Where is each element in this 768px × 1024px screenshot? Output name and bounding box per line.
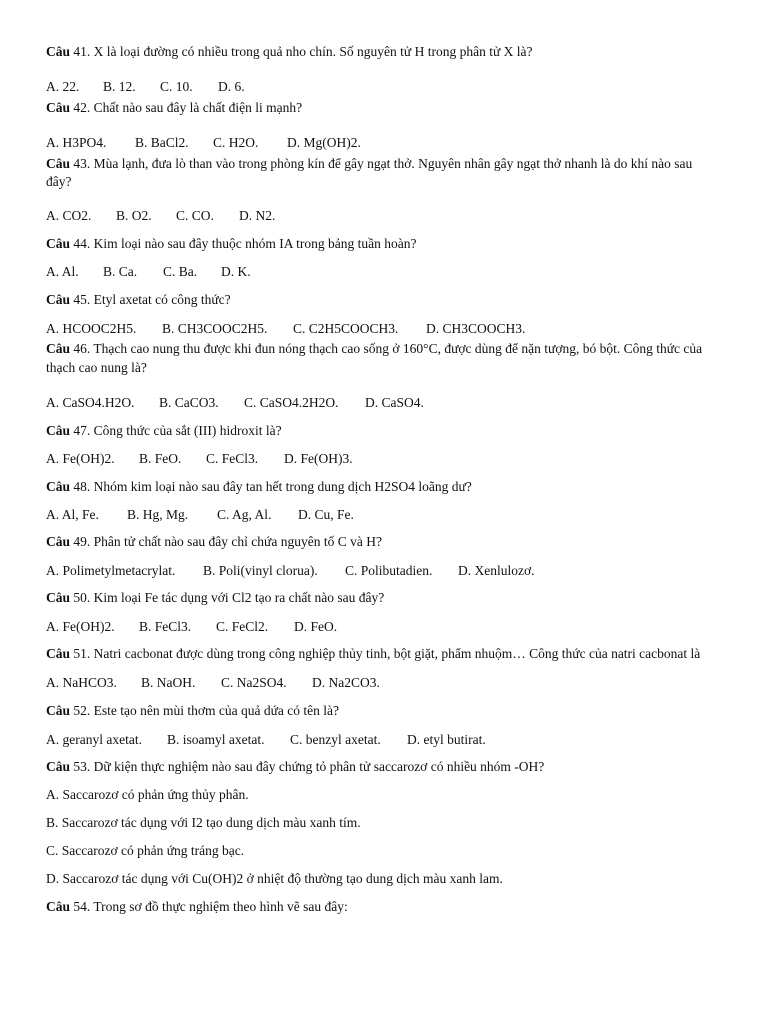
answer-option: B. FeO. [139, 451, 182, 466]
question-48 [46, 478, 472, 496]
answer-option: B. isoamyl axetat. [167, 732, 265, 747]
answer-option: A. 22. [46, 79, 80, 94]
question-label: Câu [46, 341, 71, 356]
question-label: Câu [46, 590, 71, 605]
question-text: Este tạo nên mùi thơm của quả dứa có tên là? [93, 703, 340, 718]
question-46 [46, 340, 702, 358]
question-text: Dữ kiện thực nghiệm nào sau đây chứng tỏ phân tử saccarozơ có nhiều nhóm -OH? [93, 759, 545, 774]
answer-option: C. Ba. [163, 264, 198, 279]
answer-option: B. Hg, Mg. [127, 507, 189, 522]
question-text: Nhóm kim loại nào sau đây tan hết trong dung dịch H2SO4 loãng dư? [93, 479, 472, 494]
answer-option: C. benzyl axetat. [290, 732, 381, 747]
question-number: 50. [73, 590, 91, 605]
question-text-continued: đây? [46, 174, 72, 189]
question-number: 49. [73, 534, 91, 549]
question-label: Câu [46, 899, 71, 914]
answer-option: B. NaOH. [141, 675, 196, 690]
question-label: Câu [46, 156, 71, 171]
answer-option: D. etyl butirat. [407, 732, 486, 747]
answer-option: D. Cu, Fe. [298, 507, 354, 522]
question-label: Câu [46, 44, 71, 59]
answer-option: D. K. [221, 264, 251, 279]
answer-option: A. H3PO4. [46, 135, 107, 150]
question-text: Công thức của sắt (III) hidroxit là? [93, 423, 282, 438]
answer-option: D. Na2CO3. [312, 675, 380, 690]
question-text: Chất nào sau đây là chất điện li mạnh? [93, 100, 303, 115]
question-label: Câu [46, 534, 71, 549]
answer-option: C. H2O. [213, 135, 259, 150]
answer-option: B. 12. [103, 79, 136, 94]
question-text: Mùa lạnh, đưa lò than vào trong phòng kín để gây ngạt thở. Nguyên nhân gây ngạt thở nhanh là do khí nào sau [93, 156, 693, 171]
question-text: Trong sơ đồ thực nghiệm theo hình vẽ sau đây: [93, 899, 348, 914]
answer-option: C. C2H5COOCH3. [293, 321, 399, 336]
question-text: Kim loại nào sau đây thuộc nhóm IA trong bảng tuần hoàn? [93, 236, 417, 251]
question-49 [46, 533, 382, 551]
question-number: 42. [73, 100, 91, 115]
answer-option: D. CH3COOCH3. [426, 321, 526, 336]
answer-option: C. Ag, Al. [217, 507, 272, 522]
question-text: Natri cacbonat được dùng trong công nghiệp thủy tinh, bột giặt, phẩm nhuộm… Công thức của natri cacbonat là [93, 646, 701, 661]
answer-option: C. CaSO4.2H2O. [244, 395, 339, 410]
answer-option: B. FeCl3. [139, 619, 192, 634]
question-47 [46, 422, 282, 440]
question-number: 52. [73, 703, 91, 718]
answer-option: C. CO. [176, 208, 214, 223]
answer-option: D. Mg(OH)2. [287, 135, 361, 150]
question-54 [46, 898, 348, 916]
question-number: 44. [73, 236, 91, 251]
answer-option: C. 10. [160, 79, 193, 94]
question-53 [46, 758, 544, 776]
answer-option: C. Polibutadien. [345, 563, 433, 578]
answer-option: D. Fe(OH)3. [284, 451, 353, 466]
answer-option: D. CaSO4. [365, 395, 424, 410]
question-label: Câu [46, 423, 71, 438]
question-text-continued: thạch cao nung là? [46, 360, 147, 375]
question-label: Câu [46, 646, 71, 661]
answer-option: A. HCOOC2H5. [46, 321, 137, 336]
answer-option: C. Saccarozơ có phản ứng tráng bạc. [46, 843, 245, 858]
answer-option: B. Saccarozơ tác dụng với I2 tạo dung dịch màu xanh tím. [46, 815, 361, 830]
question-number: 43. [73, 156, 91, 171]
question-text: Etyl axetat có công thức? [93, 292, 231, 307]
answer-option: A. Polimetylmetacrylat. [46, 563, 176, 578]
question-number: 41. [73, 44, 91, 59]
question-number: 47. [73, 423, 91, 438]
question-51 [46, 645, 700, 663]
question-text: Phân tử chất nào sau đây chỉ chứa nguyên tố C và H? [93, 534, 382, 549]
answer-option: B. Poli(vinyl clorua). [203, 563, 318, 578]
question-42 [46, 99, 302, 117]
answer-option: C. Na2SO4. [221, 675, 287, 690]
answer-option: D. Saccarozơ tác dụng với Cu(OH)2 ở nhiệt độ thường tạo dung dịch màu xanh lam. [46, 871, 503, 886]
answer-option: A. geranyl axetat. [46, 732, 142, 747]
question-label: Câu [46, 759, 71, 774]
question-number: 51. [73, 646, 91, 661]
question-number: 46. [73, 341, 91, 356]
question-label: Câu [46, 236, 71, 251]
answer-option: A. Fe(OH)2. [46, 619, 115, 634]
answer-option: D. Xenlulozơ. [458, 563, 535, 578]
answer-option: C. FeCl2. [216, 619, 269, 634]
answer-option: A. Al, Fe. [46, 507, 99, 522]
question-label: Câu [46, 703, 71, 718]
question-text: Thạch cao nung thu được khi đun nóng thạch cao sống ở 160°C, được dùng để nặn tượng, bó bột. Công thức của [93, 341, 703, 356]
question-text: Kim loại Fe tác dụng với Cl2 tạo ra chất nào sau đây? [93, 590, 385, 605]
question-41 [46, 43, 533, 61]
answer-option: B. BaCl2. [135, 135, 189, 150]
question-number: 54. [73, 899, 91, 914]
answer-option: A. Al. [46, 264, 79, 279]
answer-option: A. CaSO4.H2O. [46, 395, 135, 410]
question-45 [46, 291, 231, 309]
question-50 [46, 589, 384, 607]
question-43 [46, 155, 692, 173]
question-number: 53. [73, 759, 91, 774]
answer-option: A. CO2. [46, 208, 92, 223]
answer-option: A. Saccarozơ có phản ứng thủy phân. [46, 787, 249, 802]
question-label: Câu [46, 292, 71, 307]
question-label: Câu [46, 479, 71, 494]
answer-option: B. CaCO3. [159, 395, 219, 410]
answer-option: A. NaHCO3. [46, 675, 117, 690]
answer-option: B. CH3COOC2H5. [162, 321, 268, 336]
answer-option: D. N2. [239, 208, 276, 223]
question-number: 48. [73, 479, 91, 494]
answer-option: A. Fe(OH)2. [46, 451, 115, 466]
answer-option: B. Ca. [103, 264, 138, 279]
question-number: 45. [73, 292, 91, 307]
question-52 [46, 702, 339, 720]
question-text: X là loại đường có nhiều trong quả nho chín. Số nguyên tử H trong phân tử X là? [93, 44, 533, 59]
answer-option: B. O2. [116, 208, 152, 223]
answer-option: D. FeO. [294, 619, 338, 634]
question-44 [46, 235, 416, 253]
answer-option: C. FeCl3. [206, 451, 259, 466]
answer-option: D. 6. [218, 79, 245, 94]
question-label: Câu [46, 100, 71, 115]
